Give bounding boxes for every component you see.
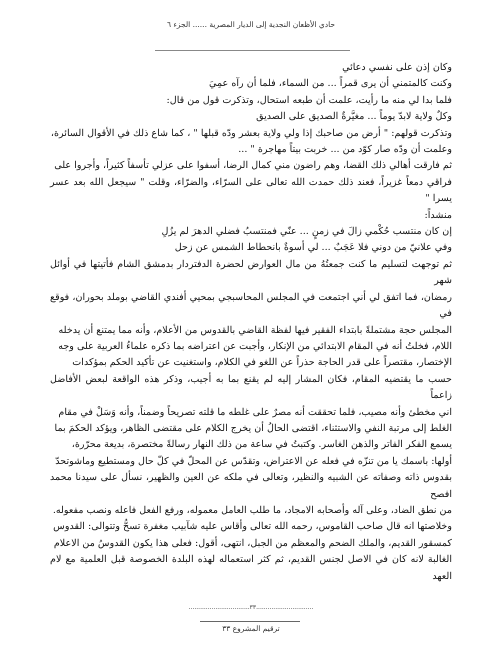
paragraph: وكلٌ ولاية لابدّ يوماً ... مغيَّرةٌ الصديق على الصديق: [256, 111, 452, 123]
paragraph: الإختصار، مقتصراً على قدر الحاجة حذراً عن اللغو في الكلام، واستغنيت عن تأكيد الحكم بمؤكدات: [72, 357, 452, 369]
paragraph: منشداً:: [424, 209, 452, 221]
paragraph: المجلس حجة مشتملةً بابتداء الفقير فيها لفظة القاضي بالقدوس من الأعلام، وأنه مما يمتنع أن يدخله: [58, 324, 452, 336]
paragraph: ثم فارقت أهالي ذلك القضا، وهم راضون مني كمال الرضا، أسفوا على عزلي تأسفاً كثيراً، وأجروا على: [54, 160, 452, 172]
paragraph: رمضان، فما اتفق لي أني اجتمعت في المجلس المحاسبجي بمحيي أفندي القاضي بوملد بحوران، فوقع في: [50, 291, 452, 320]
paragraph: وكنت كالمتمني أن يرى قمراً ... من السماء، فلما أن رآه عمِيَ: [209, 78, 452, 90]
paragraph: وفي علانيّ من دوني فلا عَجَبٌ ... لي أسوةٌ بانحطاط الشمس عن زحل: [174, 242, 452, 254]
project-page-number: ترقيم المشروع ٣٣: [222, 624, 280, 633]
paragraph: إن كان منتسب حُكْمي زالَ في زمنٍ ... عنّي فمنتسبُ فضلي الدهرَ لم يزُلِ: [161, 226, 452, 238]
paragraph: ثم توجهت لتسليم ما كنت جمعتُهُ من مال العوارض لحضرة الدفتردار بدمشق الشام فأتيتها في أوائل شهر: [50, 258, 452, 287]
paragraph: وكان إذن على نفسي دعائي: [342, 62, 452, 73]
paragraph: وتذكرت قولهم: " أرض من صاحبك إذا ولي ولاية بعشر ودّه قبلها " ، كما شاع ذلك في الأقوال السائرة،: [50, 127, 452, 139]
paragraph: يسمع الفكر الفاتر والذهن الغاسر. وكتبتُ في ساعة من ذلك النهار رسالةً مختصرة، بديعة محرّرة،: [71, 439, 452, 451]
paragraph: بقدوس ذاته وصفاته عن الشبيه والنظير، وتعالى في ملكه عن العين والظهير، نسأل على سيدنا محمد افصح: [50, 472, 452, 500]
paragraph: كمسقور القديم، والملك الضحم والمعظم من الجبل، انتهى، أقول: فعلى هذا يكون القدوسُ من الاعلام: [53, 537, 452, 549]
paragraph: أولها: باسمك يا من تنزّه في فعله عن الاعتراض، وتقدّس عن المحلّ في كلّ حال ومستطيع وماشوتحدّ: [55, 455, 452, 467]
paragraph: اللام، فخلتُ أنه في المقام الابتدائي من الإنكار، وأجبت عن اعتراضه بما ذكره علماءُ العربية على وجه: [58, 340, 452, 352]
header-divider: [155, 50, 350, 51]
running-header: حادي الأظعان النجدية إلى الديار المصرية ...... الجزء ٦: [166, 20, 336, 29]
footer-divider: [200, 621, 300, 622]
paragraph: الغلط إلى مرتبة النفي والاستثناء، اقتضى الحالُ أن يخرج الكلام على مقتضى الظاهر، ويؤكد الحكمَ بما: [54, 422, 452, 434]
paragraph: الغالبة لانه كان في الاصل لجنس القديم، ثم كثر استعماله لهذه البلدة الخصوصة قبل العلمية مع لام العهد: [50, 554, 452, 582]
page-number-dots: ..............................٣٣................................: [188, 604, 314, 611]
paragraph: فلما بدا لي منه ما رأيت، علمت أن طبعه استحال، وتذكرت قول من قال:: [166, 94, 452, 106]
paragraph: حسب ما يقتضيه المقام، فكان المشار إليه لم يقنع بما به أجيب، وذكر هذه الواقعة لبعض الأفاضل زاعماً: [50, 373, 452, 402]
paragraph: اني مخطئ وأنه مصيب، فلما تحققت أنه مصرٌ على غلطه ما قلته تصريحاً وضمناً، وأنه وَسَلْ في مقام: [58, 406, 452, 418]
paragraph: وعلمت أن ودّه صار كوّد من ... خربت بيتاً مهاجرة " ...: [238, 144, 452, 156]
body-text: [50, 60, 452, 585]
paragraph: وخلاصتها انه قال صاحب القاموس، رحمه الله تعالى وأقاس عليه شآبيب مغفرة تسحُّ وتتوالى: القدوس: [53, 521, 452, 533]
paragraph: فراقي دمعاً غزيراً، فعند ذلك حمدت الله تعالى على السرّاء، والضرّاء، وقلت " سيجعل الله بعد عسر يسرا ": [50, 176, 452, 205]
paragraph: من نطق الضاد، وعلى آله وأصحابه الامجاد، ما طلب العامل معموله، ورفع الفعل فاعله ونصب مفعوله.: [52, 504, 452, 516]
